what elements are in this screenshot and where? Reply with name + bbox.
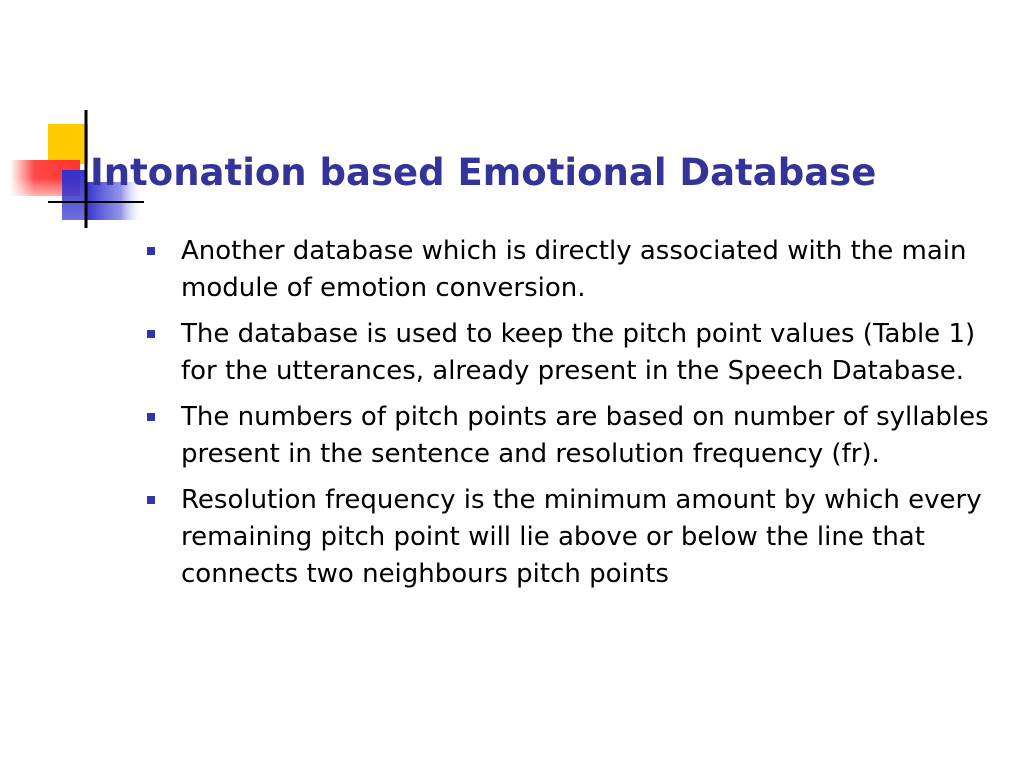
ornament-yellow-square [48, 124, 88, 164]
square-bullet-icon [147, 413, 155, 421]
bullet-list [146, 233, 996, 602]
bullet-text: Another database which is directly associated with the main module of emotion conversion. [181, 236, 967, 303]
bullet-item [146, 399, 996, 473]
bullet-text: The database is used to keep the pitch point values (Table 1) for the utterances, already present in the Speech Database. [181, 319, 976, 386]
square-bullet-icon [147, 330, 155, 338]
bullet-text: Resolution frequency is the minimum amount by which every remaining pitch point will lie above or below the line that connects two neighbours pitch points [181, 485, 982, 589]
bullet-item [146, 316, 996, 390]
bullet-item [146, 482, 996, 593]
square-bullet-icon [147, 496, 155, 504]
ornament-blue-square [62, 170, 86, 220]
slide-title: Intonation based Emotional Database [90, 151, 877, 194]
bullet-text: The numbers of pitch points are based on number of syllables present in the sentence and resolution frequency (fr). [181, 402, 989, 469]
square-bullet-icon [147, 247, 155, 255]
bullet-item [146, 233, 996, 307]
